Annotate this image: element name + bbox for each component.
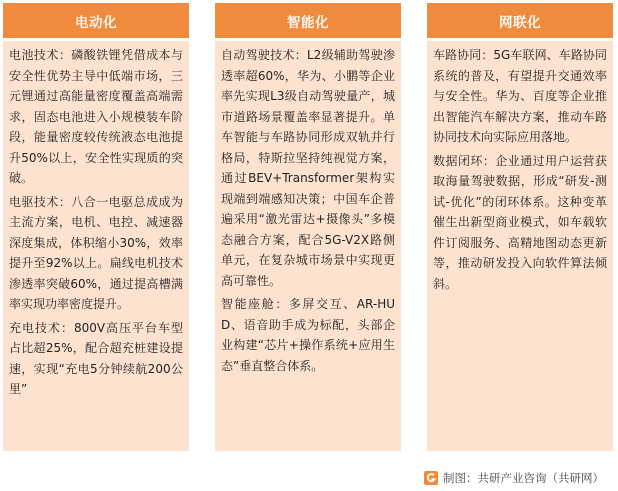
paragraph-autonomous-driving: 自动驾驶技术：L2级辅助驾驶渗透率超60%，华为、小鹏等企业率先实现L3级自动驾驶量产，城市道路场景覆盖率显著提升。单车智能与车路协同形成双轨并行格局，特斯拉坚持纯视觉方案，通过BEV+Transformer架构实现端到端感知决策；中国车企普遍采用“激光雷达+摄像头”多模态融合方案，配合5G-V2X路侧单元，在复杂城市场景中实现更高可靠性。: [221, 48, 395, 288]
column-body: [215, 41, 401, 451]
column-intelligence: [215, 3, 401, 451]
column-title: 智能化: [215, 3, 401, 38]
column-title: 网联化: [427, 3, 613, 38]
paragraph-data-loop: 数据闭环：企业通过用户运营获取海量驾驶数据，形成“研发-测试-优化”的闭环体系。这种变革催生出新型商业模式，如车载软件订阅服务、高精地图动态更新等，推动研发投入向软件算法倾斜。: [433, 153, 607, 291]
gongyan-logo-icon: [424, 471, 438, 485]
paragraph-drive-tech: 电驱技术：八合一电驱总成成为主流方案，电机、电控、减速器深度集成，体积缩小30%，效率提升至92%以上。扁线电机技术渗透率突破60%，通过提高槽满率实现功率密度提升。: [9, 194, 183, 311]
source-footer: [424, 470, 604, 486]
paragraph-vehicle-road-coordination: 车路协同：5G车联网、车路协同系统的普及，有望提升交通效率与安全性。华为、百度等企业推出智能汽车解决方案，推动车路协同技术向实际应用落地。: [433, 48, 607, 144]
column-electrification: [3, 3, 189, 451]
paragraph-charging-tech: 充电技术：800V高压平台车型占比超25%，配合超充桩建设提速，实现“充电5分钟续航200公里”: [9, 320, 183, 396]
column-connectivity: [427, 3, 613, 451]
column-body: [3, 41, 189, 451]
paragraph-smart-cockpit: 智能座舱：多屏交互、AR-HUD、语音助手成为标配，头部企业构建“芯片+操作系统+应用生态”垂直整合体系。: [221, 297, 395, 373]
column-title: 电动化: [3, 3, 189, 38]
column-body: [427, 41, 613, 451]
paragraph-battery-tech: 电池技术：磷酸铁锂凭借成本与安全性优势主导中低端市场，三元锂通过高能量密度覆盖高端需求，固态电池进入小规模装车阶段，能量密度较传统液态电池提升50%以上，安全性实现质的突破。: [9, 48, 183, 185]
source-text: 制图：共研产业咨询（共研网）: [443, 471, 604, 485]
